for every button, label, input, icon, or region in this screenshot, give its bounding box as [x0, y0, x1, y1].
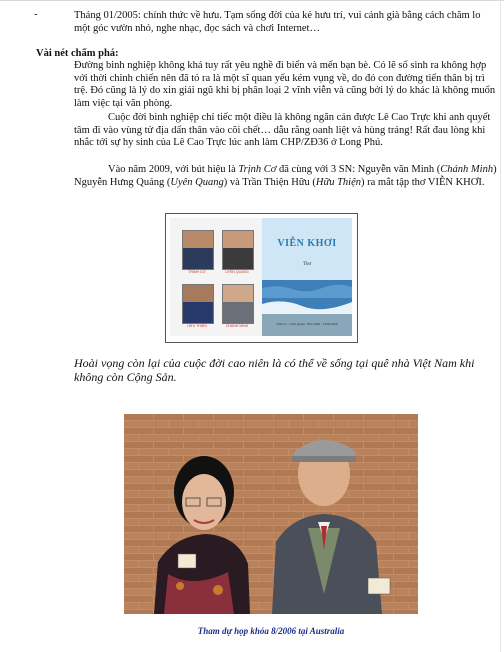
- p3-mid2: ) Nguyễn Hưng Quảng (: [74, 164, 497, 188]
- alias-uyen-quang: Uyên Quang: [170, 176, 224, 188]
- right-border: [500, 0, 501, 652]
- portrait-caption-1: TRỊNH CƠ: [188, 270, 206, 274]
- section-heading: Vài nét chấm phá:: [36, 48, 119, 59]
- cover-front-panel: [262, 218, 352, 336]
- p3-start: Vào năm 2009, với bút hiệu là: [108, 164, 239, 175]
- portrait-caption-4: CHÁNH MINH: [225, 324, 249, 328]
- p3-end: ) ra mắt tập thơ VIỄN KHƠI.: [361, 176, 485, 188]
- portrait-trinh-co: [182, 230, 214, 270]
- couple-photo-illustration: [124, 414, 418, 614]
- portrait-huu-thien: [182, 284, 214, 324]
- alias-chanh-minh: Chánh Minh: [440, 164, 494, 175]
- paragraph-career: Đường binh nghiệp không khá tuy rất yêu nghề đi biển và mến bạn bè. Có lẽ số sinh ra không hợp với thời chinh chiến nên đã tỏ ra là một sĩ quan yếu kém vụng về, do đó con đường tiến thân bị trì trệ. Đó cũng là lý do xin giải ngũ khi bị phân loại 2 vĩnh viễn và cũng bởi lý do khác là không muốn làm việc tại văn phòng.: [74, 60, 496, 109]
- top-border: [0, 0, 504, 1]
- alias-huu-thien: Hữu Thiện: [315, 176, 361, 188]
- cover-title: VIỄN KHƠI: [277, 238, 337, 249]
- sea-illustration: [262, 218, 352, 336]
- book-cover-image: [165, 213, 358, 343]
- paragraph-regret-text: Cuộc đời binh nghiệp chỉ tiếc một điều là không ngăn cản được Lê Cao Trực khi anh quyết tâm đi vào vùng tử địa dấn thân vào cõi chết… dẫu rằng oanh liệt và hùng tráng! Rất đau lòng khi nhắc tới sự hy sinh của Lê Cao Trực lúc anh làm CHP/ZĐ36 ở Long Phú.: [74, 112, 491, 148]
- bullet-dash: -: [34, 9, 38, 20]
- retirement-bullet: Tháng 01/2005: chính thức về hưu. Tạm sống đời của kẻ hưu trí, vui cảnh già bằng cách chăm lo một góc vườn nhỏ, nghe nhạc, đọc sách và chơi Internet…: [74, 10, 481, 34]
- portrait-uyen-quang: [222, 230, 254, 270]
- portrait-caption-3: HỮU THIỆN: [187, 324, 207, 328]
- cover-portraits-panel: [170, 218, 262, 336]
- portrait-caption-2: UYÊN QUANG: [225, 270, 249, 274]
- couple-photo: [124, 414, 418, 614]
- cover-authors: Trịnh Cơ · Uyên Quang · Hữu Thiện · Chánh Minh: [276, 322, 338, 326]
- paragraph-regret: [74, 112, 498, 150]
- p3-mid3: ) và Trần Thiện Hữu (: [223, 176, 316, 188]
- paragraph-poetry: [74, 164, 498, 189]
- p3-mid1: đã cùng với 3 SN: Nguyễn văn Minh (: [276, 164, 441, 175]
- photo-caption: Tham dự họp khóa 8/2006 tại Australia: [197, 626, 345, 636]
- cover-subtitle: Thơ: [302, 262, 312, 267]
- portrait-chanh-minh: [222, 284, 254, 324]
- pen-name: Trịnh Cơ: [238, 164, 277, 175]
- closing-quote: Hoài vọng còn lại của cuộc đời cao niên là có thể về sống tại quê nhà Việt Nam khi không còn Cộng Sản.: [74, 356, 475, 384]
- paragraph-poetry-text: [74, 164, 498, 189]
